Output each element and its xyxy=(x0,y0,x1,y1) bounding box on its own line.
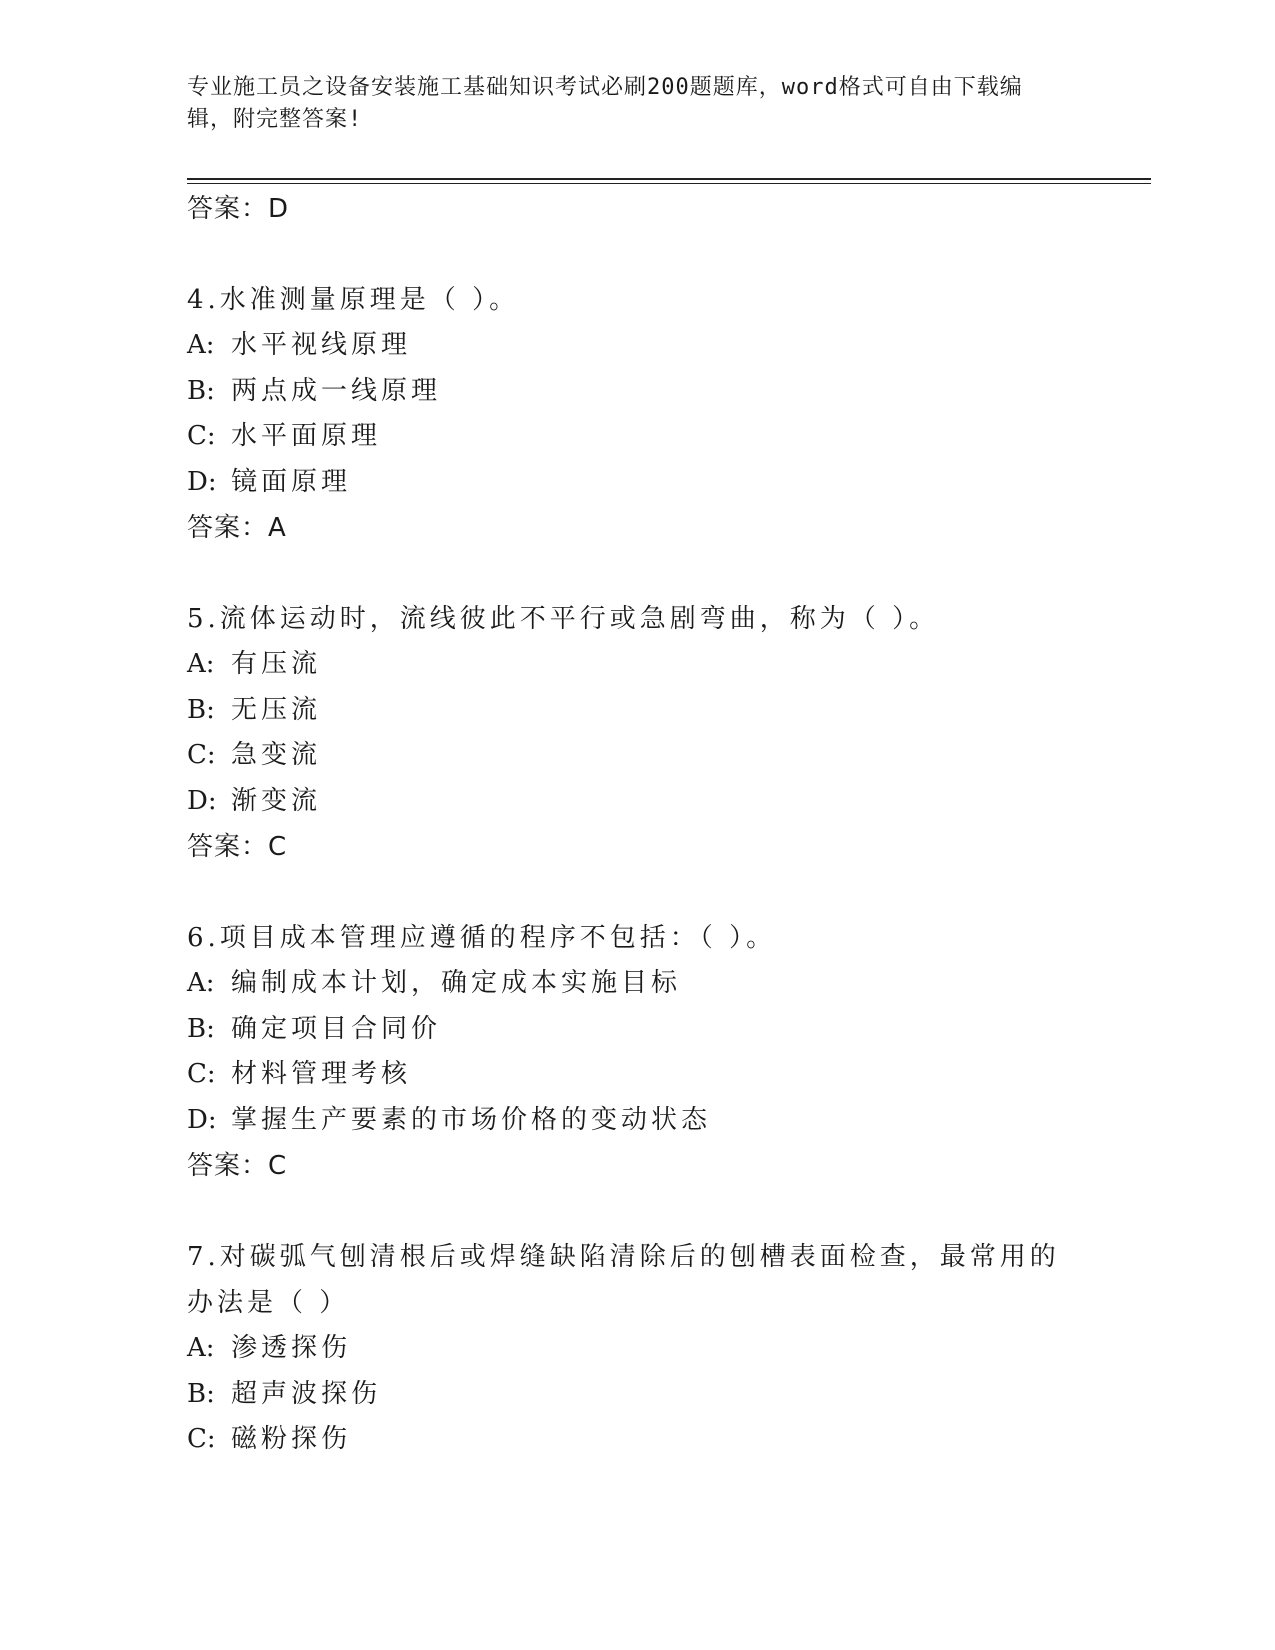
option-key: C: xyxy=(187,1424,216,1454)
option-text: 材料管理考核 xyxy=(231,1059,412,1089)
option-key: A: xyxy=(187,968,215,998)
answer-label: 答案：C xyxy=(187,1151,288,1181)
option-key: B: xyxy=(187,694,215,725)
question-list xyxy=(187,186,1087,1463)
option-d xyxy=(187,779,1087,825)
question-stem: 5.流体运动时，流线彼此不平行或急剧弯曲，称为（ ）。 xyxy=(187,604,940,634)
option-c xyxy=(187,414,1087,460)
question-stem: 4.水准测量原理是（ ）。 xyxy=(187,285,520,315)
answer-label: 答案：C xyxy=(187,832,288,862)
option-key: D: xyxy=(187,466,217,497)
option-text: 渐变流 xyxy=(231,785,322,816)
option-text: 两点成一线原理 xyxy=(231,375,442,406)
option-text: 超声波探伤 xyxy=(231,1378,382,1409)
option-key: A: xyxy=(187,649,215,679)
option-text: 水平视线原理 xyxy=(231,330,412,360)
option-key: C: xyxy=(187,1059,216,1089)
option-text: 磁粉探伤 xyxy=(231,1424,352,1454)
option-key: A: xyxy=(187,330,215,360)
document-header: 专业施工员之设备安装施工基础知识考试必刷200题题库，word格式可自由下载编辑，附完整答案! xyxy=(187,75,1023,132)
answer-label: 答案：A xyxy=(187,513,287,543)
option-key: D: xyxy=(187,1104,217,1135)
option-d xyxy=(187,460,1087,506)
option-b xyxy=(187,688,1087,734)
option-text: 无压流 xyxy=(231,694,322,725)
answer-label: 答案：D xyxy=(187,194,290,224)
option-key: A: xyxy=(187,1333,215,1363)
option-key: C: xyxy=(187,740,216,770)
option-key: B: xyxy=(187,1378,215,1409)
option-text: 水平面原理 xyxy=(231,421,382,451)
option-key: B: xyxy=(187,375,215,406)
option-key: D: xyxy=(187,785,217,816)
header-divider xyxy=(187,178,1151,180)
option-text: 急变流 xyxy=(231,740,322,770)
option-a xyxy=(187,961,1087,1007)
question-stem: 7.对碳弧气刨清根后或焊缝缺陷清除后的刨槽表面检查，最常用的办法是（ ） xyxy=(187,1242,1060,1318)
option-key: C: xyxy=(187,421,216,451)
question-stem: 6.项目成本管理应遵循的程序不包括：（ ）。 xyxy=(187,923,777,953)
option-b xyxy=(187,1007,1087,1053)
option-text: 确定项目合同价 xyxy=(231,1013,442,1044)
option-key: B: xyxy=(187,1013,215,1044)
option-text: 编制成本计划，确定成本实施目标 xyxy=(231,968,682,998)
option-text: 渗透探伤 xyxy=(231,1333,352,1363)
option-text: 镜面原理 xyxy=(231,466,352,497)
header-divider-thin xyxy=(187,183,1151,184)
option-b xyxy=(187,1372,1087,1418)
option-text: 有压流 xyxy=(231,649,322,679)
option-a xyxy=(187,323,1087,369)
option-a xyxy=(187,1326,1087,1372)
option-b xyxy=(187,369,1087,415)
option-c xyxy=(187,733,1087,779)
option-d xyxy=(187,1098,1087,1144)
option-a xyxy=(187,642,1087,688)
option-text: 掌握生产要素的市场价格的变动状态 xyxy=(231,1104,712,1135)
option-c xyxy=(187,1417,1087,1463)
option-c xyxy=(187,1052,1087,1098)
